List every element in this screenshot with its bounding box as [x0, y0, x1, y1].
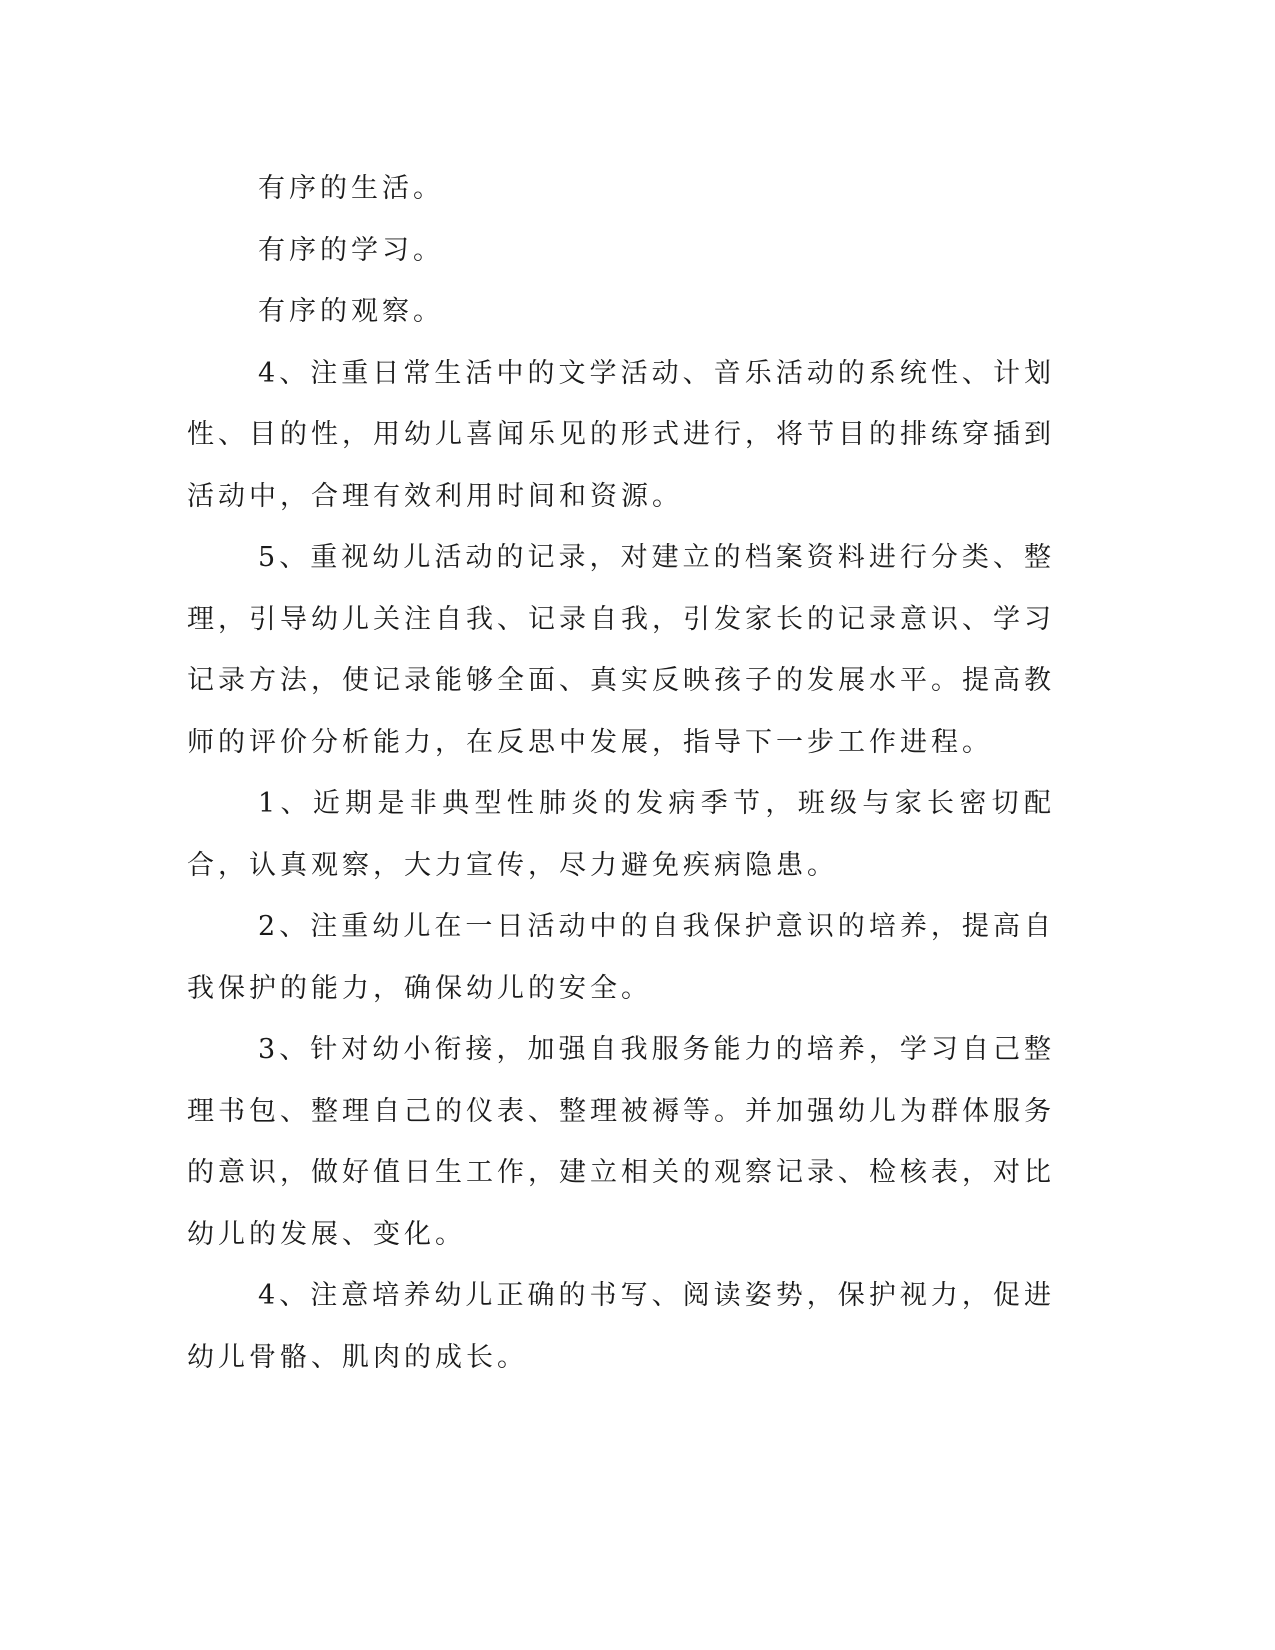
paragraph-disease-prevention: 1、近期是非典型性肺炎的发病季节，班级与家长密切配合，认真观察，大力宣传，尽力避免疾病隐患。: [187, 788, 1055, 881]
paragraph-school-transition: 3、针对幼小衔接，加强自我服务能力的培养，学习自己整理书包、整理自己的仪表、整理被褥等。并加强幼儿为群体服务的意识，做好值日生工作，建立相关的观察记录、检核表，对比幼儿的发展、变化。: [187, 1034, 1055, 1250]
paragraph-orderly-observation: 有序的观察。: [258, 296, 444, 327]
paragraph-literature-music-activities: 4、注重日常生活中的文学活动、音乐活动的系统性、计划性、目的性，用幼儿喜闻乐见的形式进行，将节目的排练穿插到活动中，合理有效利用时间和资源。: [187, 357, 1055, 512]
paragraph-activity-records: 5、重视幼儿活动的记录，对建立的档案资料进行分类、整理，引导幼儿关注自我、记录自我，引发家长的记录意识、学习记录方法，使记录能够全面、真实反映孩子的发展水平。提高教师的评价分析能力，在反思中发展，指导下一步工作进程。: [187, 542, 1055, 758]
paragraph-orderly-study: 有序的学习。: [258, 234, 444, 266]
paragraph-self-protection: 2、注重幼儿在一日活动中的自我保护意识的培养，提高自我保护的能力，确保幼儿的安全。: [187, 911, 1055, 1004]
document-body: [187, 158, 1055, 1388]
paragraph-orderly-life: 有序的生活。: [258, 173, 444, 204]
paragraph-posture-growth: 4、注意培养幼儿正确的书写、阅读姿势，保护视力，促进幼儿骨骼、肌肉的成长。: [187, 1280, 1055, 1373]
